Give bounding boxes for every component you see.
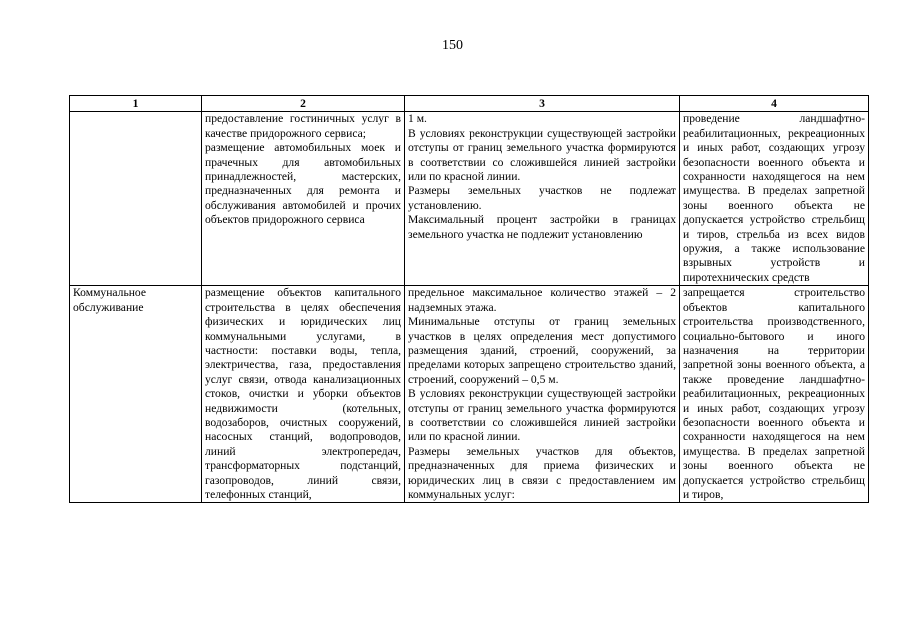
cell-paragraph: В условиях реконструкции существующей застройки отступы от границ земельного участка формируются в соответствии со сложившейся линией застройки или по красной линии. bbox=[408, 126, 676, 184]
header-col-4: 4 bbox=[680, 96, 869, 112]
cell-paragraph: запрещается строительство объектов капитального строительства производственного, социально-бытового и иного назначения на территории запретной зоны военного объекта, а также проведение ландшафтно-реабилитационных, рекреационных и иных работ, создающих угрозу безопасности военного объекта и сохранности находящегося на нем имущества. В пределах запретной зоны военного объекта не допускается устройство стрельбищ и тиров, bbox=[683, 286, 865, 501]
cell-paragraph: Максимальный процент застройки в границах земельного участка не подлежит установлению bbox=[408, 213, 676, 241]
table-row bbox=[70, 112, 869, 286]
table-cell-4 bbox=[680, 112, 869, 286]
header-col-2: 2 bbox=[202, 96, 405, 112]
cell-paragraph: Минимальные отступы от границ земельных участков в целях определения мест допустимого размещения зданий, строений, сооружений, за пределами которых запрещено строительство зданий, строений, сооружений – 0,5 м. bbox=[408, 315, 676, 386]
cell-paragraph: В условиях реконструкции существующей застройки отступы от границ земельного участка формируются в соответствии со сложившейся линией застройки или по красной линии. bbox=[408, 387, 676, 444]
table-header-row bbox=[70, 96, 869, 112]
cell-paragraph: размещение объектов капитального строительства в целях обеспечения физических и юридических лиц коммунальными услугами, в частности: поставки воды, тепла, электричества, газа, предоставления услуг связи, отвода канализационных стоков, очистки и уборки объектов недвижимости (котельных, водозаборов, очистных сооружений, насосных станций, водопроводов, линий электропередач, трансформаторных подстанций, газопроводов, линий связи, телефонных станций, bbox=[205, 286, 401, 501]
table-cell-1 bbox=[70, 112, 202, 286]
table-cell-1 bbox=[70, 286, 202, 503]
table-cell-2 bbox=[202, 112, 405, 286]
zoning-regulations-table bbox=[69, 95, 869, 503]
table-cell-3 bbox=[405, 286, 680, 503]
header-col-1: 1 bbox=[70, 96, 202, 112]
table-cell-4 bbox=[680, 286, 869, 503]
table-cell-3 bbox=[405, 112, 680, 286]
cell-paragraph: проведение ландшафтно-реабилитационных, рекреационных и иных работ, создающих угрозу безопасности военного объекта и сохранности находящегося на нем имущества. В пределах запретной зоны военного объекта не допускается устройство стрельбищ и тиров, стрельба из всех видов оружия, а также использование взрывных устройств и пиротехнических средств bbox=[683, 112, 865, 284]
page-number: 150 bbox=[442, 38, 463, 53]
cell-paragraph: предоставление гостиничных услуг в качестве придорожного сервиса; bbox=[205, 112, 401, 140]
cell-paragraph: предельное максимальное количество этажей – 2 надземных этажа. bbox=[408, 286, 676, 314]
header-col-3: 3 bbox=[405, 96, 680, 112]
cell-paragraph: размещение автомобильных моек и прачечных для автомобильных принадлежностей, мастерских, предназначенных для ремонта и обслуживания автомобилей и прочих объектов придорожного сервиса bbox=[205, 141, 401, 227]
cell-paragraph: Размеры земельных участков для объектов, предназначенных для приема физических и юридических лиц в связи с предоставлением им коммунальных услуг: bbox=[408, 444, 676, 501]
cell-paragraph: Коммунальное обслуживание bbox=[73, 286, 147, 314]
cell-paragraph: 1 м. bbox=[408, 112, 427, 126]
table-row bbox=[70, 286, 869, 503]
table-cell-2 bbox=[202, 286, 405, 503]
cell-paragraph: Размеры земельных участков не подлежат установлению. bbox=[408, 184, 676, 212]
